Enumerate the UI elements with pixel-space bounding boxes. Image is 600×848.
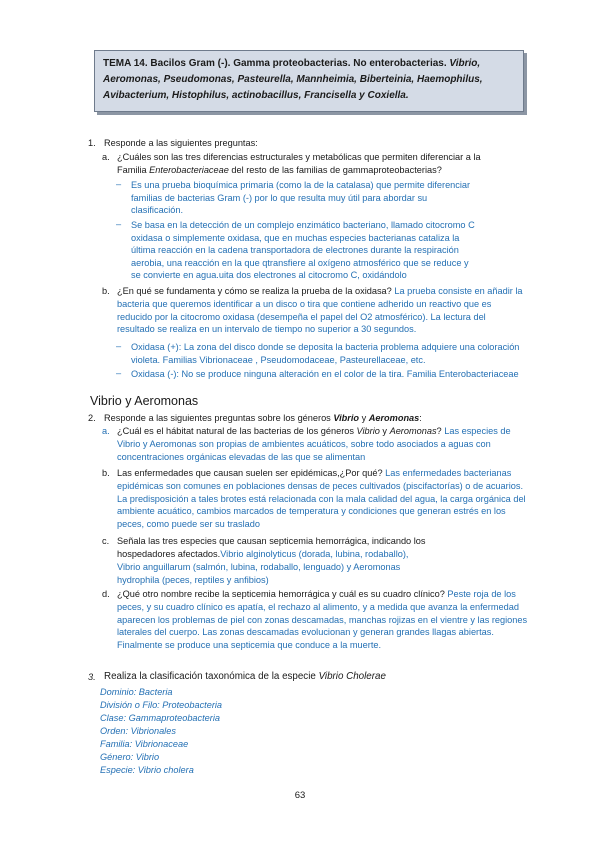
q1-number: 1. [88, 138, 96, 148]
q2b-marker: b. [102, 468, 110, 478]
q3-title: Realiza la clasificación taxonómica de la especie Vibrio Cholerae [104, 671, 386, 682]
taxonomy-family: Familia: Vibrionaceae [100, 739, 189, 749]
q1b-question: ¿En qué se fundamenta y cómo se realiza la prueba de la oxidasa? La prueba consiste en añadir la [117, 286, 523, 296]
q1a-answer-2: Se basa en la detección de un complejo enzimático bacteriano, llamado citocromo C oxidasa o simplemente oxidasa, que en muchas especies bacterianas cataliza la última reacción en la cadena transportadora de electrones durante la respiración aerobia, una reacción en la que qtransfiere al oxígeno atmosférico que se reduce y se convierte en agua.uita dos electrones al citocromo C, oxidándolo [131, 220, 475, 281]
q1a-question-line2: Familia Enterobacteriaceae del resto de las familias de gammaproteobacterias? [117, 165, 442, 175]
q2a-answer: Vibrio y Aeromonas son propias de ambientes acuáticos, sobre todo asociados a aguas con concentraciones orgánicas elevadas de las que se alimentan [117, 439, 491, 462]
taxonomy-domain: Dominio: Bacteria [100, 687, 173, 697]
q1a-answer-1: Es una prueba bioquímica primaria (como la de la catalasa) que permite diferenciar familias de bacterias Gram (-) por lo que resulta muy útil para abordar su clasificación. [131, 180, 471, 216]
q1b-answer: bacteria que queremos identificar a un disco o tira que contiene adherido un reactivo que es reducido por la citocromo oxidasa (desempeña el papel del O2 atmosférico). La lectura del resultado se realiza en un intervalo de tiempo no superior a 30 segundos. [117, 299, 492, 335]
title-box [94, 50, 524, 112]
q2d-answer: peces, y su cuadro clínico es apatía, el rechazo al alimento, y a medida que avanza la enfermedad aparecen los problemas de piel con zonas descamadas, manchas rojizas en el vientre y las regiones laterales del cuerpo. Las zonas descamadas evolucionan y generan grandes llagas abiertas. Finalmente se produce una septicemia que conduce a la muerte. [117, 602, 528, 650]
title-line1: TEMA 14. Bacilos Gram (-). Gamma proteobacterias. No enterobacterias. [103, 58, 447, 69]
dash-bullet: – [116, 341, 122, 351]
q2a-marker: a. [102, 426, 110, 436]
dash-bullet: – [116, 219, 122, 229]
dash-bullet: – [116, 179, 122, 189]
taxonomy-order: Orden: Vibrionales [100, 726, 176, 736]
q1a-question-line1: ¿Cuáles son las tres diferencias estructurales y metabólicas que permiten diferenciar a la [117, 152, 481, 162]
q2-prompt: Responde a las siguientes preguntas sobre los géneros Vibrio y Aeromonas: [104, 413, 422, 423]
q2a-question: ¿Cuál es el hábitat natural de las bacterias de los géneros Vibrio y Aeromonas? Las especies de [117, 426, 511, 436]
q2c-question-line1: Señala las tres especies que causan septicemia hemorrágica, indicando los [117, 536, 426, 546]
taxonomy-class: Clase: Gammaproteobacteria [100, 713, 221, 723]
q2c-answer: Vibrio anguillarum (salmón, lubina, rodaballo, lenguado) y Aeromonas hydrophila (peces, reptiles y anfibios) [117, 562, 401, 585]
section-heading: Vibrio y Aeromonas [90, 394, 199, 408]
q2b-question: Las enfermedades que causan suelen ser epidémicas,¿Por qué? Las enfermedades bacterianas [117, 468, 512, 478]
q2-number: 2. [88, 413, 96, 423]
q2d-question: ¿Qué otro nombre recibe la septicemia hemorrágica y cuál es su cuadro clínico? Peste roja de los [117, 589, 516, 599]
taxonomy-species: Especie: Vibrio cholera [100, 765, 194, 775]
title-line1-italic: Vibrio, [449, 58, 481, 69]
taxonomy-genus: Género: Vibrio [100, 752, 160, 762]
q1b-marker: b. [102, 286, 110, 296]
q2c-marker: c. [102, 536, 110, 546]
q1a-marker: a. [102, 152, 110, 162]
taxonomy-phylum: División o Filo: Proteobacteria [100, 700, 223, 710]
q1b-bullet-positive: Oxidasa (+): La zona del disco donde se deposita la bacteria problema adquiere una coloración violeta. Familias Vibrionaceae , Pseudomodaceae, Pasteurellaceae, etc. [131, 342, 520, 365]
q1-prompt: Responde a las siguientes preguntas: [104, 138, 258, 148]
title-line3: Avibacterium, Histophilus, actinobacillus, Francisella y Coxiella. [103, 90, 409, 101]
page-number: 63 [294, 790, 306, 801]
q2b-answer: epidémicas son comunes en poblaciones densas de peces cultivados (piscifactorías) o de acuarios. La predisposición a tales brotes está relacionada con la mala calidad del agua, la carga orgánica del ambiente acuático, cambios marcados de temperatura y condiciones que generan estrés en los peces, como puede ser su traslado [117, 481, 526, 529]
q2c-question-line2: hospedadores afectados.Vibrio alginolyticus (dorada, lubina, rodaballo), [117, 549, 409, 559]
q3-number: 3. [88, 672, 96, 682]
q2d-marker: d. [102, 589, 110, 599]
dash-bullet: – [116, 368, 122, 378]
title-line2: Aeromonas, Pseudomonas, Pasteurella, Mannheimia, Biberteinia, Haemophilus, [103, 74, 483, 85]
q1b-bullet-negative: Oxidasa (-): No se produce ninguna alteración en el color de la tira. Familia Enterobacteriaceae [131, 369, 519, 379]
